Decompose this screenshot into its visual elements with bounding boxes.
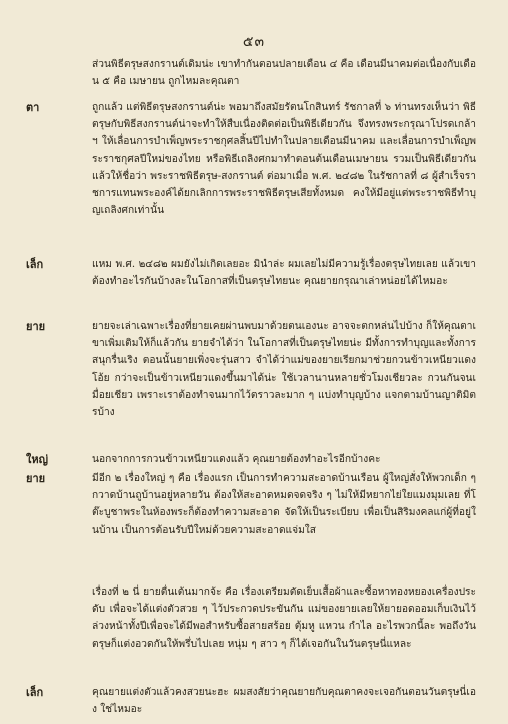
page-number: ๕๓: [242, 34, 266, 50]
speaker-label: ใหญ่: [26, 453, 48, 466]
dialogue-text: มีอีก ๒ เรื่องใหญ่ ๆ คือ เรื่องแรก เป็นการทำความสะอาดบ้านเรือน ผู้ใหญ่สั่งให้พวกเด็ก ๆ กวาดบ้านถูบ้านอยู่หลายวัน ต้องให้สะอาดหมดจดจริง ๆ ไม่ให้มีหยากไย่ใยแมงมุมเลย ที่โต๊ะบูชาพระในห้องพระก็ต้องทำความสะอาด จัดให้เป็นระเบียบ เพื่อเป็นสิริมงคลแก่ผู้ที่อยู่ในบ้าน เป็นการต้อนรับปีใหม่ด้วยความสะอาดแจ่มใส: [92, 473, 476, 536]
dialogue-text: แหม พ.ศ. ๒๔๘๒ ผมยังไม่เกิดเลยอะ มินำล่ะ ผมเลยไม่มีความรู้เรื่องตรุษไทยเลย แล้วเขาต้องทำอะไรกันบ้างละในโอกาสที่เป็นตรุษไทยนะ คุณยายกรุณาเล่าหน่อยได้ไหมอะ: [92, 259, 476, 288]
dialogue-text: นอกจากการกวนข้าวเหนียวแดงแล้ว คุณยายต้องทำอะไรอีกบ้างคะ: [92, 454, 381, 465]
dialogue-text: ถูกแล้ว แต่พิธีตรุษสงกรานต์น่ะ พอมาถึงสมัยรัตนโกสินทร์ รัชกาลที่ ๖ ท่านทรงเห็นว่า พิธีตรุษกับพิธีสงกรานต์น่าจะทำให้สืบเนื่องติดต่อเป็นพิธีเดียวกัน จึงทรงพระกรุณาโปรดเกล้าฯ ให้เลื่อนการบำเพ็ญพระราชกุศลสิ้นปีไปทำในปลายเดือนมีนาคม และเลื่อนการบำเพ็ญพระราชกุศลปีใหม่ของไทย หรือพิธีเถลิงศกมาทำตอนต้นเดือนเมษายน รวมเป็นพิธีเดียวกัน แล้วให้ชื่อว่า พระราชพิธีตรุษ-สงกรานต์ ต่อมาเมื่อ พ.ศ. ๒๔๘๒ ในรัชกาลที่ ๘ ผู้สำเร็จราชการแทนพระองค์ได้ยกเลิกการพระราชพิธีตรุษเสียทั้งหมด คงให้มีอยู่แต่พระราชพิธีทำบุญเถลิงศกเท่านั้น: [92, 102, 476, 217]
speaker-label: ยาย: [26, 320, 46, 333]
speaker-label: ตา: [26, 101, 40, 114]
speaker-label: ยาย: [26, 472, 46, 485]
speaker-label: เล็ก: [26, 258, 44, 271]
dialogue-text: ส่วนพิธีตรุษสงกรานต์เดิมน่ะ เขาทำกันตอนปลายเดือน ๔ คือ เดือนมีนาคมต่อเนื่องกับเดือน ๕ คือ เมษายน ถูกไหมละคุณตา: [92, 59, 476, 88]
dialogue-text: ยายจะเล่าเฉพาะเรื่องที่ยายเคยผ่านพบมาด้วยตนเองนะ อาจจะตกหล่นไปบ้าง ก็ให้คุณตาเขาเพิ่มเติมให้ก็แล้วกัน ยายจำได้ว่า ในโอกาสที่เป็นตรุษไทยน่ะ มีทั้งการทำบุญและทั้งการสนุกรื่นเริง ตอนนั้นยายเพิ่งจะรุ่นสาว จำได้ว่าแม่ของยายเรียกมาช่วยกวนข้าวเหนียวแดง โอ้ย กว่าจะเป็นข้าวเหนียวแดงขึ้นมาได้น่ะ ใช้เวลานานหลายชั่วโมงเชียวละ กวนกันจนเมื่อยเชียว เพราะเราต้องทำจนมากไว้ตราวละมาก ๆ แบ่งทำบุญบ้าง แจกตามบ้านญาติมิตรบ้าง: [92, 321, 476, 419]
dialogue-text: คุณยายแต่งตัวแล้วคงสวยนะฮะ ผมสงสัยว่าคุณยายกับคุณตาคงจะเจอกันตอนวันตรุษนี่เอง ใช่ไหมอะ: [92, 687, 476, 716]
speaker-label: เล็ก: [26, 686, 44, 699]
dialogue-text: เรื่องที่ ๒ นี่ ยายตื่นเต้นมากจ้ะ คือ เรื่องเตรียมตัดเย็บเสื้อผ้าและซื้อหาทองหยองเครื่องประดับ เพื่อจะได้แต่งตัวสวย ๆ ไว้ประกวดประขันกัน แม่ของยายเลยให้ยายอดออมเก็บเงินไว้ล่วงหน้าทั้งปีเพื่อจะได้มีพอสำหรับซื้อสายสร้อย ตุ้มหู แหวน กำไล อะไรพวกนี้ละ พอถึงวันตรุษก็แต่งอวดกันให้พรึ่บไปเลย หนุ่ม ๆ สาว ๆ ก็ได้เจอกันในวันตรุษนี่แหละ: [92, 587, 476, 650]
